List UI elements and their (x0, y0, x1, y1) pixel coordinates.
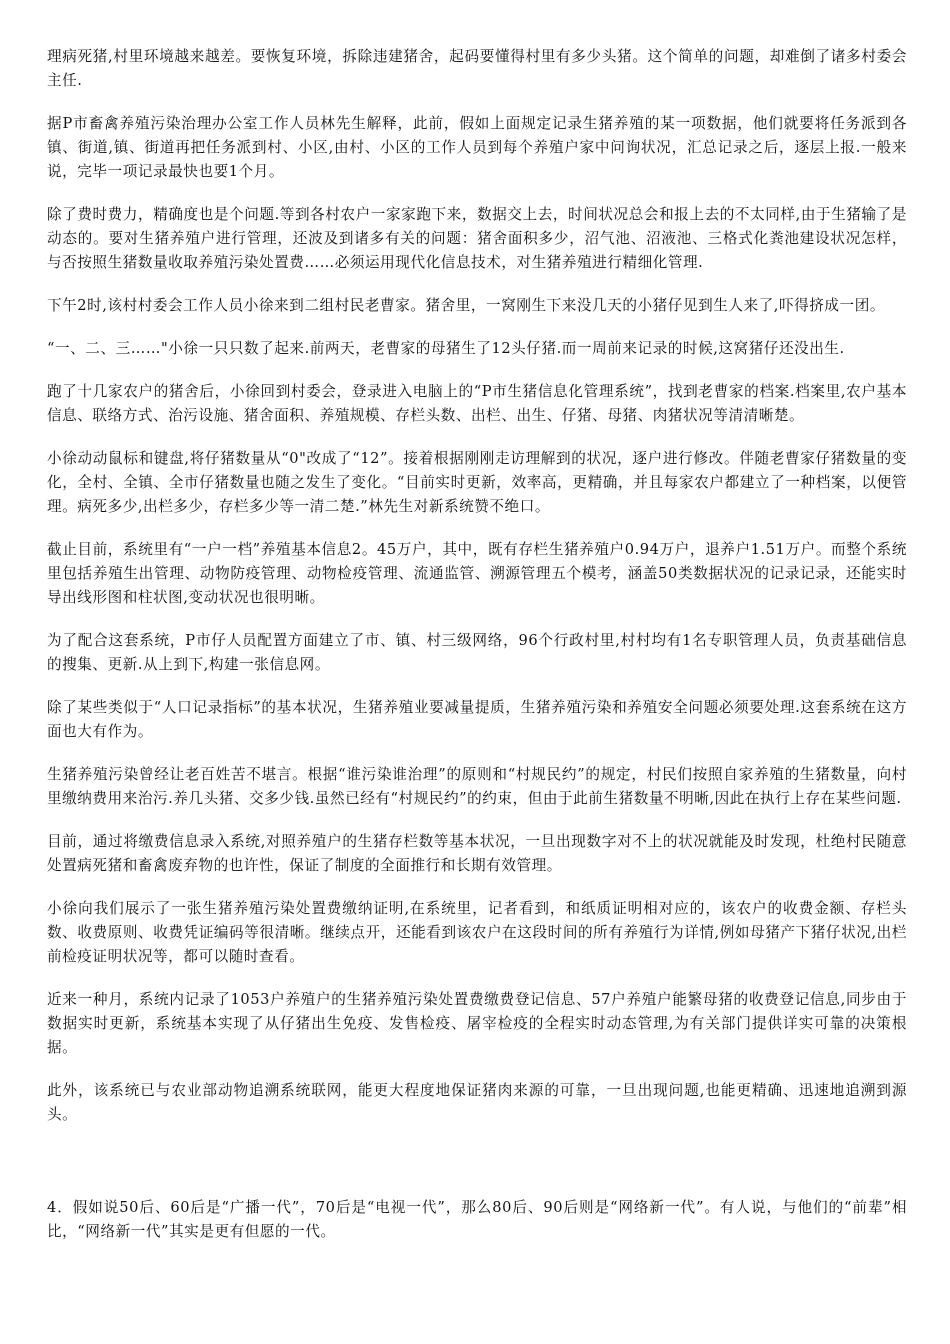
paragraph-12: 目前，通过将缴费信息录入系统,对照养殖户的生猪存栏数等基本状况，一旦出现数字对不上的状况就能及时发现，杜绝村民随意处置病死猪和畜禽废弃物的也许性，保证了制度的全面推行和长期有效管理。 (47, 833, 907, 874)
section-gap (47, 1146, 907, 1196)
paragraph-8: 截止目前，系统里有“一户一档”养殖基本信息2。45万户，其中，既有存栏生猪养殖户0.94万户，退养户1.51万户。而整个系统里包括养殖生出管理、动物防疫管理、动物检疫管理、流通监管、溯源管理五个模考，涵盖50类数据状况的记录记录，还能实时导出线形图和柱状图,变动状况也很明晰。 (47, 541, 907, 606)
paragraph-14: 近来一种月，系统内记录了1053户养殖户的生猪养殖污染处置费缴费登记信息、57户养殖户能繁母猪的收费登记信息,同步由于数据实时更新，系统基本实现了从仔猪出生免疫、发售检疫、屠宰检疫的全程实时动态管理,为有关部门提供详实可靠的决策根据。 (47, 991, 907, 1056)
paragraph-7: 小徐动动鼠标和键盘,将仔猪数量从“0"改成了“12”。接着根据刚刚走访理解到的状况，逐户进行修改。伴随老曹家仔猪数量的变化，全村、全镇、全市仔猪数量也随之发生了变化。“目前实时更新，效率高，更精确，并且每家农户都建立了一种档案，以便管理。病死多少,出栏多少，存栏多少等一清二楚.”林先生对新系统赞不绝口。 (47, 450, 907, 515)
paragraph-13: 小徐向我们展示了一张生猪养殖污染处置费缴纳证明,在系统里，记者看到，和纸质证明相对应的，该农户的收费金额、存栏头数、收费原则、收费凭证编码等很清晰。继续点开，还能看到该农户在这段时间的所有养殖行为详情,例如母猪产下猪仔状况,出栏前检疫证明状况等，都可以随时查看。 (47, 900, 907, 965)
paragraph-3: 除了费时费力，精确度也是个问题.等到各村农户一家家跑下来，数据交上去，时间状况总会和报上去的不太同样,由于生猪输了是动态的。要对生猪养殖户进行管理，还波及到诸多有关的问题：猪舍面积多少，沼气池、沼液池、三格式化粪池建设状况怎样，与否按照生猪数量收取养殖污染处置费……必须运用现代化信息技术，对生猪养殖进行精细化管理. (47, 206, 907, 271)
paragraph-15: 此外，该系统已与农业部动物追溯系统联网，能更大程度地保证猪肉来源的可靠，一旦出现问题,也能更精确、迅速地追溯到源头。 (47, 1082, 907, 1123)
paragraph-5: “一、二、三……"小徐一只只数了起来.前两天，老曹家的母猪生了12头仔猪.而一周前来记录的时候,这窝猪仔还没出生. (47, 340, 845, 357)
paragraph-10: 除了某些类似于“人口记录指标”的基本状况，生猪养殖业要减量提质，生猪养殖污染和养殖安全问题必须要处理.这套系统在这方面也大有作为。 (47, 699, 907, 740)
paragraph-9: 为了配合这套系统，P市仔人员配置方面建立了市、镇、村三级网络，96个行政村里,村村均有1名专职管理人员，负责基础信息的搜集、更新.从上到下,构建一张信息网。 (47, 632, 907, 673)
paragraph-6: 跑了十几家农户的猪舍后，小徐回到村委会，登录进入电脑上的“P市生猪信息化管理系统”，找到老曹家的档案.档案里,农户基本信息、联络方式、治污设施、猪舍面积、养殖规模、存栏头数、出栏、出生、仔猪、母猪、肉猪状况等清清晰楚。 (47, 383, 907, 424)
paragraph-1: 理病死猪,村里环境越来越差。要恢复环境，拆除违建猪舍，起码要懂得村里有多少头猪。这个简单的问题，却难倒了诸多村委会主任. (47, 48, 907, 89)
paragraph-11: 生猪养殖污染曾经让老百姓苦不堪言。根据“谁污染谁治理”的原则和“村规民约”的规定，村民们按照自家养殖的生猪数量，向村里缴纳费用来治污.养几头猪、交多少钱.虽然已经有“村规民约”的约束，但由于此前生猪数量不明晰,因此在执行上存在某些问题. (47, 766, 907, 807)
paragraph-4: 下午2时,该村村委会工作人员小徐来到二组村民老曹家。猪舍里，一窝刚生下来没几天的小猪仔见到生人来了,吓得挤成一团。 (47, 297, 885, 314)
question-4: 4．假如说50后、60后是“广播一代”，70后是“电视一代”，那么80后、90后则是“网络新一代”。有人说，与他们的“前辈”相比，“网络新一代”其实是更有但愿的一代。 (47, 1199, 907, 1240)
document-body (47, 45, 907, 1263)
paragraph-2: 据P市畜禽养殖污染治理办公室工作人员林先生解释，此前，假如上面规定记录生猪养殖的某一项数据，他们就要将任务派到各镇、街道,镇、街道再把任务派到村、小区,由村、小区的工作人员到每个养殖户家中问询状况，汇总记录之后，逐层上报.一般来说，完毕一项记录最快也要1个月。 (47, 115, 907, 180)
